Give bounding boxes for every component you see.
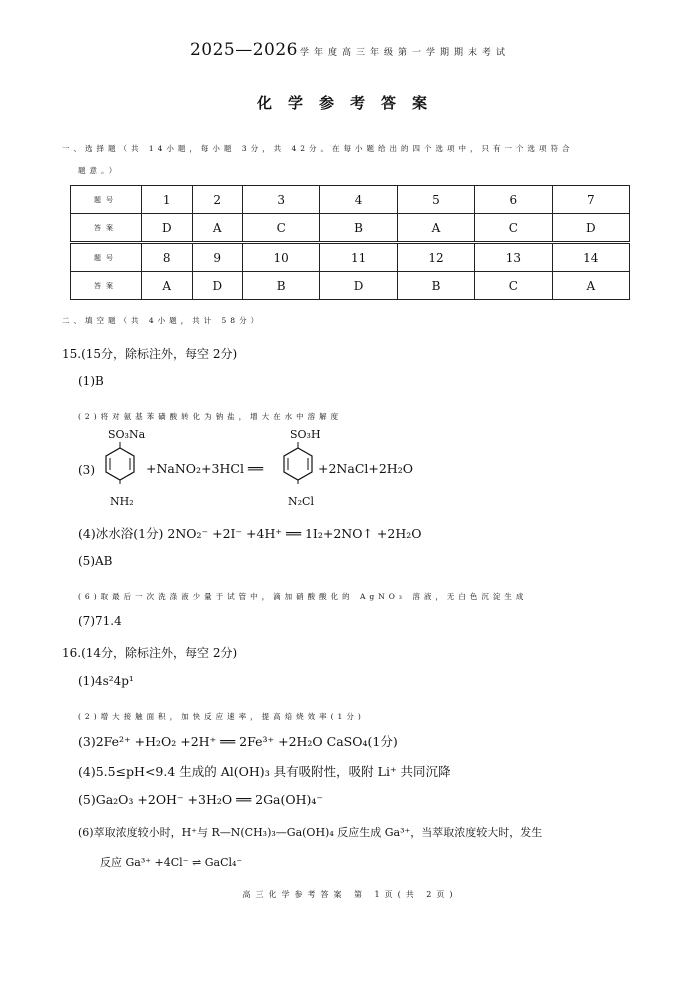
exam-header xyxy=(0,40,700,60)
cell: 11 xyxy=(320,243,397,272)
section1-heading: 一、选择题（共 14小题，每小题 3分，共 42分。在每小题给出的四个选项中，只有一个选项符合 xyxy=(62,144,574,153)
cell: 6 xyxy=(475,186,552,214)
table-row xyxy=(71,243,630,272)
left-substituent-bottom: NH₂ xyxy=(110,495,134,508)
cell: B xyxy=(243,272,320,300)
exam-year: 2025—2026 xyxy=(189,40,298,60)
cell: D xyxy=(320,272,397,300)
cell: 2 xyxy=(192,186,243,214)
q15-answer-7: (7)71.4 xyxy=(78,614,122,628)
q16-answer-1: (1)4s²4p¹ xyxy=(78,674,134,688)
cell: D xyxy=(192,272,243,300)
cell: 7 xyxy=(552,186,629,214)
cell: A xyxy=(552,272,629,300)
cell: C xyxy=(475,272,552,300)
answer-table xyxy=(70,185,630,300)
cell: 12 xyxy=(397,243,474,272)
cell: B xyxy=(397,272,474,300)
q16-answer-2: (2)增大接触面积，加快反应速率，提高焙烧效率(1分) xyxy=(78,712,365,721)
label-ans: 答案 xyxy=(71,272,142,300)
q15-answer-6: (6)取最后一次洗涤液少量于试管中，滴加硝酸酸化的 AgNO₃ 溶液，无白色沉淀生成 xyxy=(78,592,528,601)
table-row xyxy=(71,272,630,300)
right-substituent-bottom: N₂Cl xyxy=(288,495,314,508)
cell: B xyxy=(320,214,397,243)
label-no: 题号 xyxy=(71,243,142,272)
cell: C xyxy=(243,214,320,243)
cell: 13 xyxy=(475,243,552,272)
q15-answer-4: (4)冰水浴(1分) 2NO₂⁻ +2I⁻ +4H⁺ ══ 1I₂+2NO↑ +2H₂O xyxy=(78,526,422,541)
table-row xyxy=(71,186,630,214)
q16-answer-6-line1: (6)萃取浓度较小时，H⁺与 R—N(CH₃)₃—Ga(OH)₄ 反应生成 Ga³⁺，当萃取浓度较大时，发生 xyxy=(78,826,543,839)
left-substituent-top: SO₃Na xyxy=(108,428,146,441)
q15-answer-2: (2)将对氨基苯磺酸转化为钠盐，增大在水中溶解度 xyxy=(78,412,343,421)
cell: 1 xyxy=(142,186,193,214)
q15-answer-5: (5)AB xyxy=(78,554,113,568)
page-footer: 高三化学参考答案 第 1页(共 2页) xyxy=(242,890,458,899)
cell: C xyxy=(475,214,552,243)
cell: D xyxy=(552,214,629,243)
label-ans: 答案 xyxy=(71,214,142,243)
cell: 14 xyxy=(552,243,629,272)
cell: A xyxy=(192,214,243,243)
q15-heading: 15.(15分，除标注外，每空 2分) xyxy=(62,347,238,361)
cell: 4 xyxy=(320,186,397,214)
table-row xyxy=(71,214,630,243)
exam-name: 学年度高三年级第一学期期末考试 xyxy=(300,48,511,58)
q15-answer-3-reactants: +NaNO₂+3HCl ══ xyxy=(146,461,263,476)
cell: D xyxy=(142,214,193,243)
q16-answer-3: (3)2Fe²⁺ +H₂O₂ +2H⁺ ══ 2Fe³⁺ +2H₂O CaSO₄(1分) xyxy=(78,734,398,749)
section1-heading-cont: 题意。） xyxy=(78,166,121,175)
q15-answer-1: (1)B xyxy=(78,374,104,388)
cell: 3 xyxy=(243,186,320,214)
q16-answer-6-line2: 反应 Ga³⁺ +4Cl⁻ ⇌ GaCl₄⁻ xyxy=(100,856,243,869)
q16-heading: 16.(14分，除标注外，每空 2分) xyxy=(62,646,238,660)
page-title: 化学参考答案 xyxy=(256,94,443,112)
cell: 9 xyxy=(192,243,243,272)
cell: 8 xyxy=(142,243,193,272)
q15-answer-3-products: +2NaCl+2H₂O xyxy=(318,461,413,476)
cell: 10 xyxy=(243,243,320,272)
benzene-ring-icon xyxy=(282,442,314,484)
q16-answer-5: (5)Ga₂O₃ +2OH⁻ +3H₂O ══ 2Ga(OH)₄⁻ xyxy=(78,792,324,807)
right-substituent-top: SO₃H xyxy=(290,428,321,441)
benzene-ring-icon xyxy=(104,442,136,484)
label-no: 题号 xyxy=(71,186,142,214)
q16-answer-4: (4)5.5≤pH<9.4 生成的 Al(OH)₃ 具有吸附性，吸附 Li⁺ 共同沉降 xyxy=(78,764,451,779)
section2-heading: 二、填空题（共 4小题，共计 58分） xyxy=(62,316,263,325)
cell: A xyxy=(142,272,193,300)
q15-answer-3-label: (3) xyxy=(78,463,95,477)
cell: 5 xyxy=(397,186,474,214)
cell: A xyxy=(397,214,474,243)
